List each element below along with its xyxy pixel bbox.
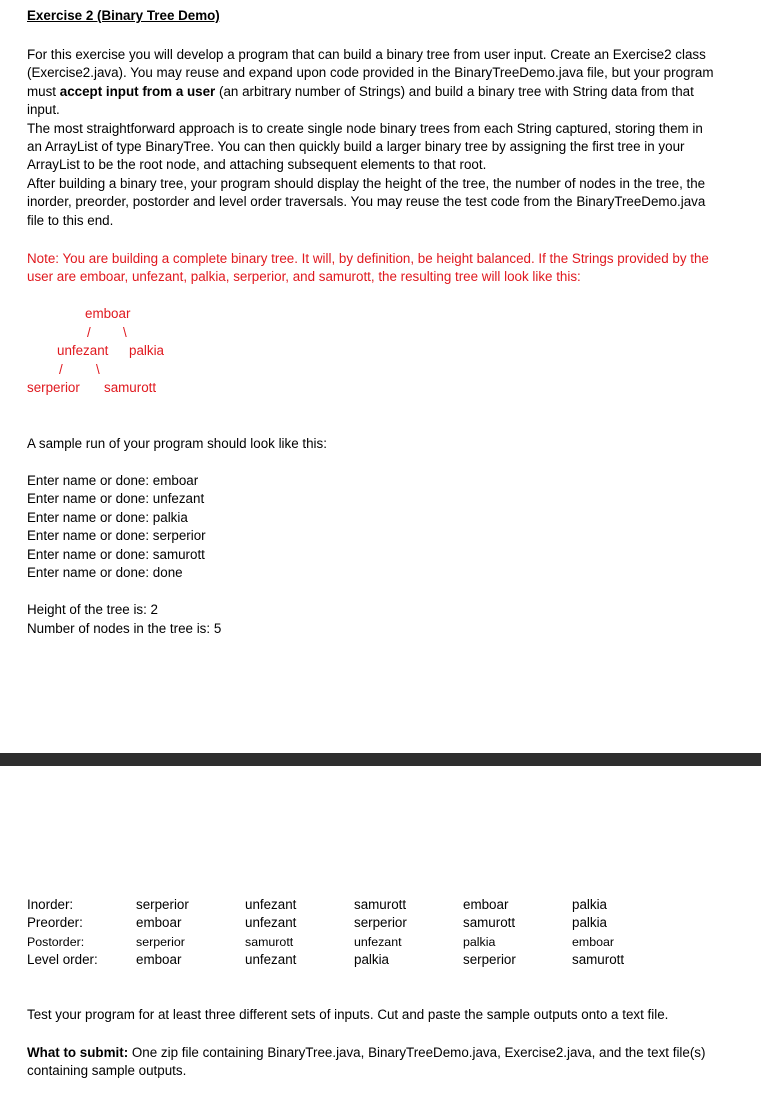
traversal-label: Postorder: <box>27 935 85 949</box>
traversal-value: unfezant <box>245 915 297 930</box>
traversal-value: palkia <box>572 897 607 912</box>
intro-text-1: For this exercise you will develop a program that can build a binary tree from user input. Create an Exercise2 class (Exercise2.java). You may reuse and expand upon code provided in the BinaryTreeDemo.java file, but your program must <box>27 47 714 99</box>
traversal-value: samurott <box>463 915 516 930</box>
traversal-value: samurott <box>354 897 407 912</box>
tree-root-node: emboar <box>85 306 131 321</box>
sample-line: Enter name or done: serperior <box>27 528 206 543</box>
traversal-value: serperior <box>463 952 516 967</box>
intro-bold: accept input from a user <box>59 83 216 99</box>
sample-line: Enter name or done: done <box>27 565 183 580</box>
page-break-divider <box>0 753 761 766</box>
height-line: Height of the tree is: 2 <box>27 602 159 617</box>
tree-edge-left-right: \ <box>96 362 100 377</box>
traversal-value: serperior <box>136 935 185 949</box>
tree-left-right-node: samurott <box>104 380 157 395</box>
submit-label: What to submit: <box>27 1045 129 1060</box>
nodes-line: Number of nodes in the tree is: 5 <box>27 621 222 636</box>
tree-edge-left-left: / <box>59 362 63 377</box>
traversal-value: unfezant <box>245 952 297 967</box>
sample-line: Enter name or done: emboar <box>27 473 199 488</box>
sample-line: Enter name or done: palkia <box>27 510 188 525</box>
traversal-value: emboar <box>136 952 182 967</box>
intro-text-2: (an arbitrary number of Strings) and build a binary tree with String data from that input. <box>27 83 694 118</box>
traversal-value: serperior <box>354 915 407 930</box>
intro-paragraph <box>27 46 717 230</box>
note-paragraph: Note: You are building a complete binary tree. It will, by definition, be height balanced. If the Strings provided by the user are emboar, unfezant, palkia, serperior, and samurott, the resulting tree will look like this: <box>27 251 709 285</box>
tree-left-left-node: serperior <box>27 380 80 395</box>
traversal-value: samurott <box>245 935 294 949</box>
traversal-value: palkia <box>463 935 496 949</box>
traversal-value: serperior <box>136 897 189 912</box>
tree-left-node: unfezant <box>57 343 109 358</box>
traversal-value: unfezant <box>354 935 402 949</box>
traversal-value: palkia <box>572 915 607 930</box>
traversal-value: emboar <box>463 897 509 912</box>
submit-instructions <box>27 1044 717 1081</box>
test-instructions: Test your program for at least three different sets of inputs. Cut and paste the sample outputs onto a text file. <box>27 1007 669 1022</box>
sample-line: Enter name or done: samurott <box>27 547 205 562</box>
traversal-value: palkia <box>354 952 389 967</box>
tree-right-node: palkia <box>129 343 164 358</box>
sample-line: Enter name or done: unfezant <box>27 491 205 506</box>
traversal-label: Inorder: <box>27 897 74 912</box>
traversal-label: Level order: <box>27 952 98 967</box>
sample-intro: A sample run of your program should look like this: <box>27 436 327 451</box>
traversal-value: unfezant <box>245 897 297 912</box>
traversal-value: emboar <box>136 915 182 930</box>
submit-text: One zip file containing BinaryTree.java, BinaryTreeDemo.java, Exercise2.java, and the text file(s) containing sample outputs. <box>27 1045 706 1079</box>
traversal-label: Preorder: <box>27 915 83 930</box>
output-paragraph: After building a binary tree, your program should display the height of the tree, the number of nodes in the tree, the inorder, preorder, postorder and level order traversals. You may reuse the test code from the BinaryTreeDemo.java file to this end. <box>27 175 706 228</box>
traversal-value: emboar <box>572 935 615 949</box>
traversal-value: samurott <box>572 952 625 967</box>
tree-edge-root-left: / <box>87 325 91 340</box>
exercise-title: Exercise 2 (Binary Tree Demo) <box>27 8 220 23</box>
tree-edge-root-right: \ <box>123 325 127 340</box>
approach-paragraph: The most straightforward approach is to create single node binary trees from each String captured, storing them in an ArrayList of type BinaryTree. You can then quickly build a larger binary tree by assigning the first tree in your ArrayList to be the root node, and attaching subsequent elements to that root. <box>27 120 703 173</box>
